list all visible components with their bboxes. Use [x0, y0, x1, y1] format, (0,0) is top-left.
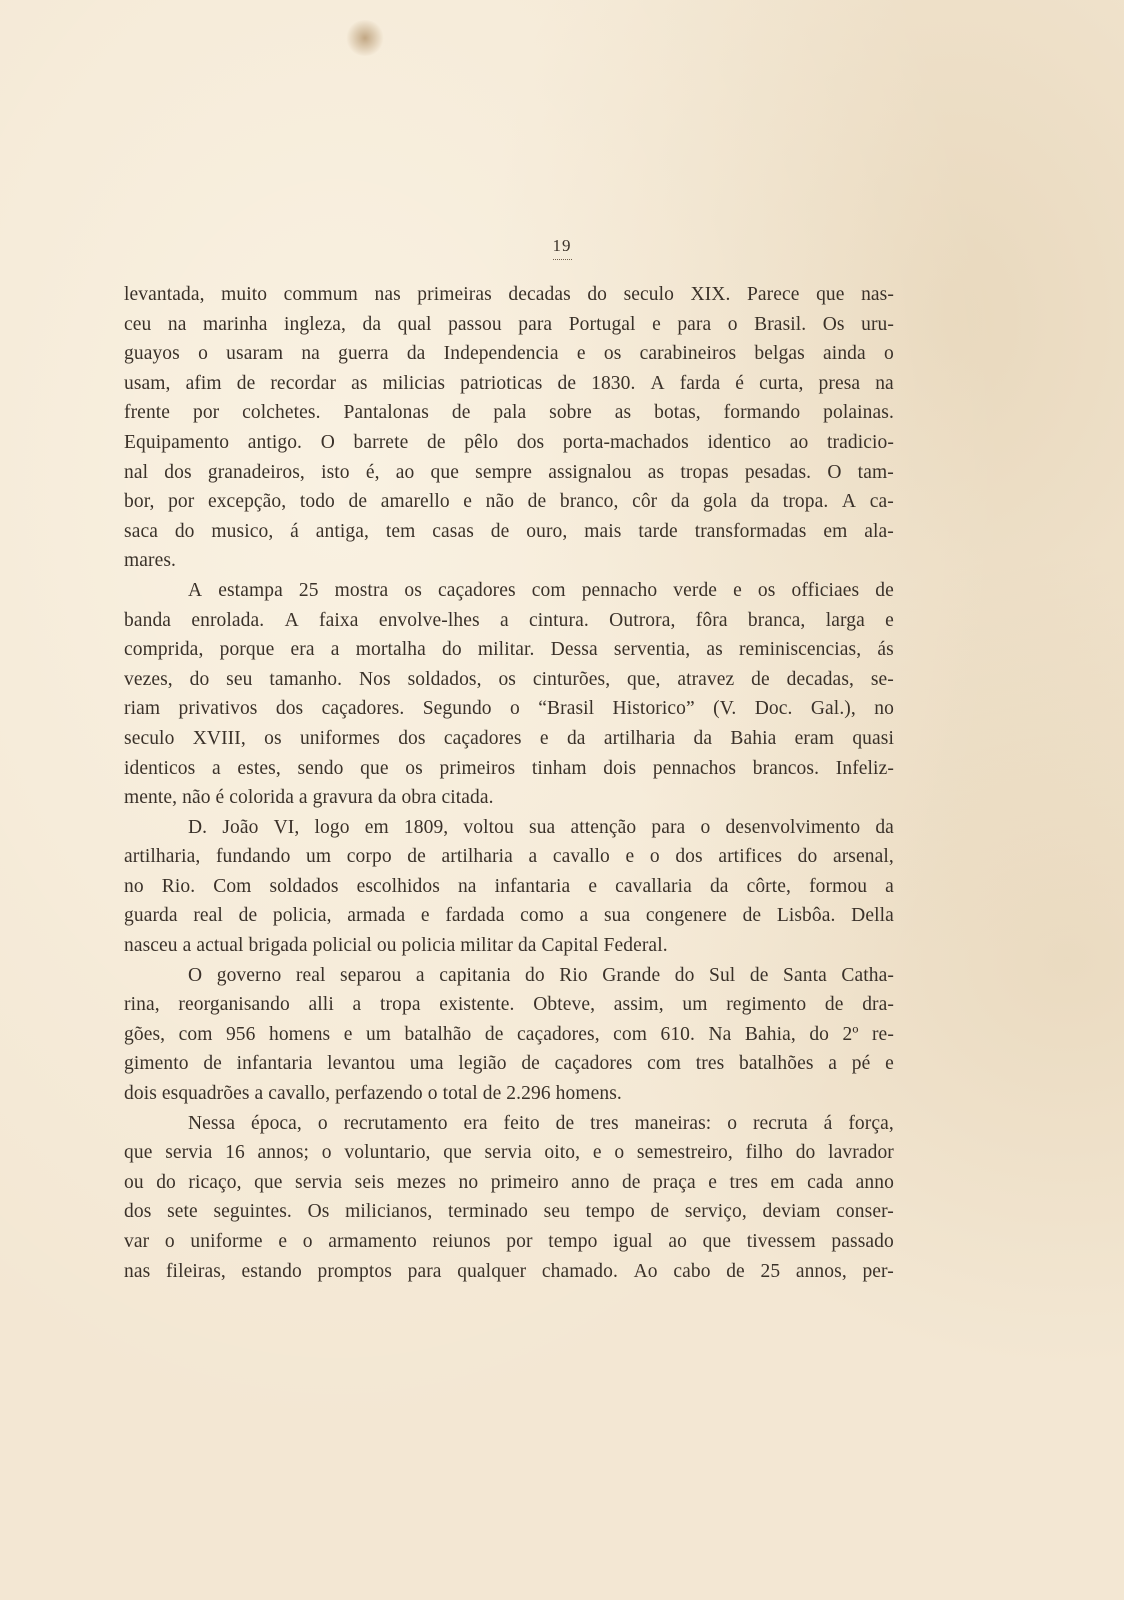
text-line: gões, com 956 homens e um batalhão de caçadores, com 610. Na Bahia, do 2º re-: [124, 1023, 894, 1045]
text-line: artilharia, fundando um corpo de artilharia a cavallo e o dos artifices do arsenal,: [124, 846, 894, 868]
text-line: ceu na marinha ingleza, da qual passou para Portugal e para o Brasil. Os uru-: [124, 313, 894, 335]
text-line: no Rio. Com soldados escolhidos na infantaria e cavallaria da côrte, formou a: [124, 875, 894, 897]
text-line: seculo XVIII, os uniformes dos caçadores e da artilharia da Bahia eram quasi: [124, 727, 894, 749]
text-line: O governo real separou a capitania do Rio Grande do Sul de Santa Catha-: [188, 964, 894, 986]
text-line: Equipamento antigo. O barrete de pêlo dos porta-machados identico ao tradicio-: [124, 431, 894, 453]
text-line: guarda real de policia, armada e fardada como a sua congenere de Lisbôa. Della: [124, 905, 894, 927]
ink-stain: [345, 20, 385, 56]
text-line: mares.: [124, 550, 177, 572]
text-line: levantada, muito commum nas primeiras decadas do seculo XIX. Parece que nas-: [124, 284, 894, 305]
text-line: mente, não é colorida a gravura da obra citada.: [124, 787, 494, 809]
text-line: Nessa época, o recrutamento era feito de tres maneiras: o recruta á força,: [188, 1112, 894, 1134]
text-line: A estampa 25 mostra os caçadores com pennacho verde e os officiaes de: [188, 579, 894, 601]
text-line: rina, reorganisando alli a tropa existente. Obteve, assim, um regimento de dra-: [124, 994, 894, 1016]
text-line: guayos o usaram na guerra da Independencia e os carabineiros belgas ainda o: [124, 343, 894, 365]
text-line: ou do ricaço, que servia seis mezes no primeiro anno de praça e tres em cada anno: [124, 1171, 894, 1193]
text-line: usam, afim de recordar as milicias patrioticas de 1830. A farda é curta, presa na: [124, 372, 894, 394]
text-line: nas fileiras, estando promptos para qualquer chamado. Ao cabo de 25 annos, per-: [124, 1260, 894, 1282]
text-line: identicos a estes, sendo que os primeiros tinham dois pennachos brancos. Infeliz-: [124, 757, 894, 779]
text-line: dos sete seguintes. Os milicianos, terminado seu tempo de serviço, deviam conser-: [124, 1201, 894, 1223]
text-line: riam privativos dos caçadores. Segundo o “Brasil Historico” (V. Doc. Gal.), no: [124, 698, 894, 720]
text-line: banda enrolada. A faixa envolve-lhes a cintura. Outrora, fôra branca, larga e: [124, 609, 894, 631]
text-line: frente por colchetes. Pantalonas de pala sobre as botas, formando polainas.: [124, 402, 894, 424]
text-line: nasceu a actual brigada policial ou policia militar da Capital Federal.: [124, 935, 668, 957]
text-line: que servia 16 annos; o voluntario, que servia oito, e o semestreiro, filho do lavrador: [124, 1142, 894, 1164]
text-line: var o uniforme e o armamento reiunos por tempo igual ao que tivessem passado: [124, 1231, 894, 1252]
text-line: dois esquadrões a cavallo, perfazendo o total de 2.296 homens.: [124, 1083, 622, 1105]
text-line: saca do musico, á antiga, tem casas de ouro, mais tarde transformadas em ala-: [124, 520, 894, 542]
page-header: [0, 236, 1124, 260]
text-line: bor, por excepção, todo de amarello e não de branco, côr da gola da tropa. A ca-: [124, 491, 894, 513]
text-line: D. João VI, logo em 1809, voltou sua attenção para o desenvolvimento da: [188, 816, 894, 838]
text-line: gimento de infantaria levantou uma legião de caçadores com tres batalhões a pé e: [124, 1053, 894, 1075]
text-line: vezes, do seu tamanho. Nos soldados, os cinturões, que, atravez de decadas, se-: [124, 668, 894, 690]
body-text: [124, 280, 894, 1286]
text-line: comprida, porque era a mortalha do militar. Dessa serventia, as reminiscencias, ás: [124, 639, 894, 661]
text-line: nal dos granadeiros, isto é, ao que sempre assignalou as tropas pesadas. O tam-: [124, 461, 894, 483]
page-number: 19: [553, 236, 572, 260]
